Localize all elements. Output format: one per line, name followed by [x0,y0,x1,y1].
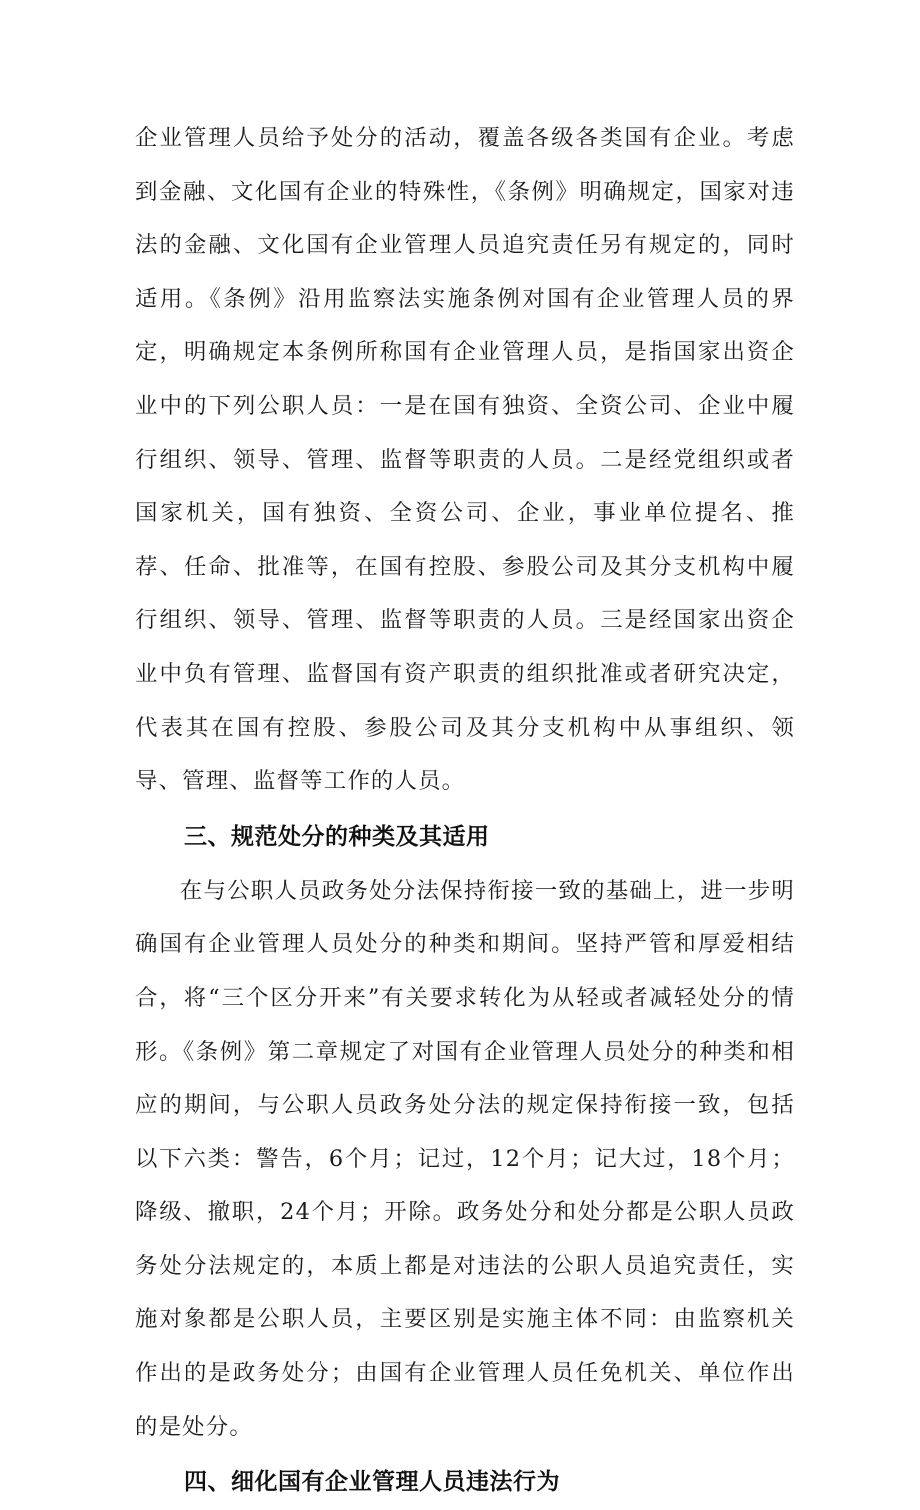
section-heading-3: 三、规范处分的种类及其适用 [184,823,490,850]
body-paragraph-continued: 企业管理人员给予处分的活动，覆盖各级各类国有企业。考虑到金融、文化国有企业的特殊性，《条例》明确规定，国家对违法的金融、文化国有企业管理人员追究责任另有规定的，同时适用。《条例》沿用监察法实施条例对国有企业管理人员的界定，明确规定本条例所称国有企业管理人员，是指国家出资企业中的下列公职人员：一是在国有独资、全资公司、企业中履行组织、领导、管理、监督等职责的人员。二是经党组织或者国家机关，国有独资、全资公司、企业，事业单位提名、推荐、任命、批准等，在国有控股、参股公司及其分支机构中履行组织、领导、管理、监督等职责的人员。三是经国家出资企业中负有管理、监督国有资产职责的组织批准或者研究决定，代表其在国有控股、参股公司及其分支机构中从事组织、领导、管理、监督等工作的人员。 [135,125,795,795]
document-page [135,112,795,1510]
body-paragraph: 在与公职人员政务处分法保持衔接一致的基础上，进一步明确国有企业管理人员处分的种类和期间。坚持严管和厚爱相结合，将“三个区分开来”有关要求转化为从轻或者减轻处分的情形。《条例》第二章规定了对国有企业管理人员处分的种类和相应的期间，与公职人员政务处分法的规定保持衔接一致，包括以下六类：警告，6个月；记过，12个月；记大过，18个月；降级、撤职，24个月；开除。政务处分和处分都是公职人员政务处分法规定的，本质上都是对违法的公职人员追究责任，实施对象都是公职人员，主要区别是实施主体不同：由监察机关作出的是政务处分；由国有企业管理人员任免机关、单位作出的是处分。 [135,877,795,1440]
section-heading-4: 四、细化国有企业管理人员违法行为 [184,1469,560,1496]
